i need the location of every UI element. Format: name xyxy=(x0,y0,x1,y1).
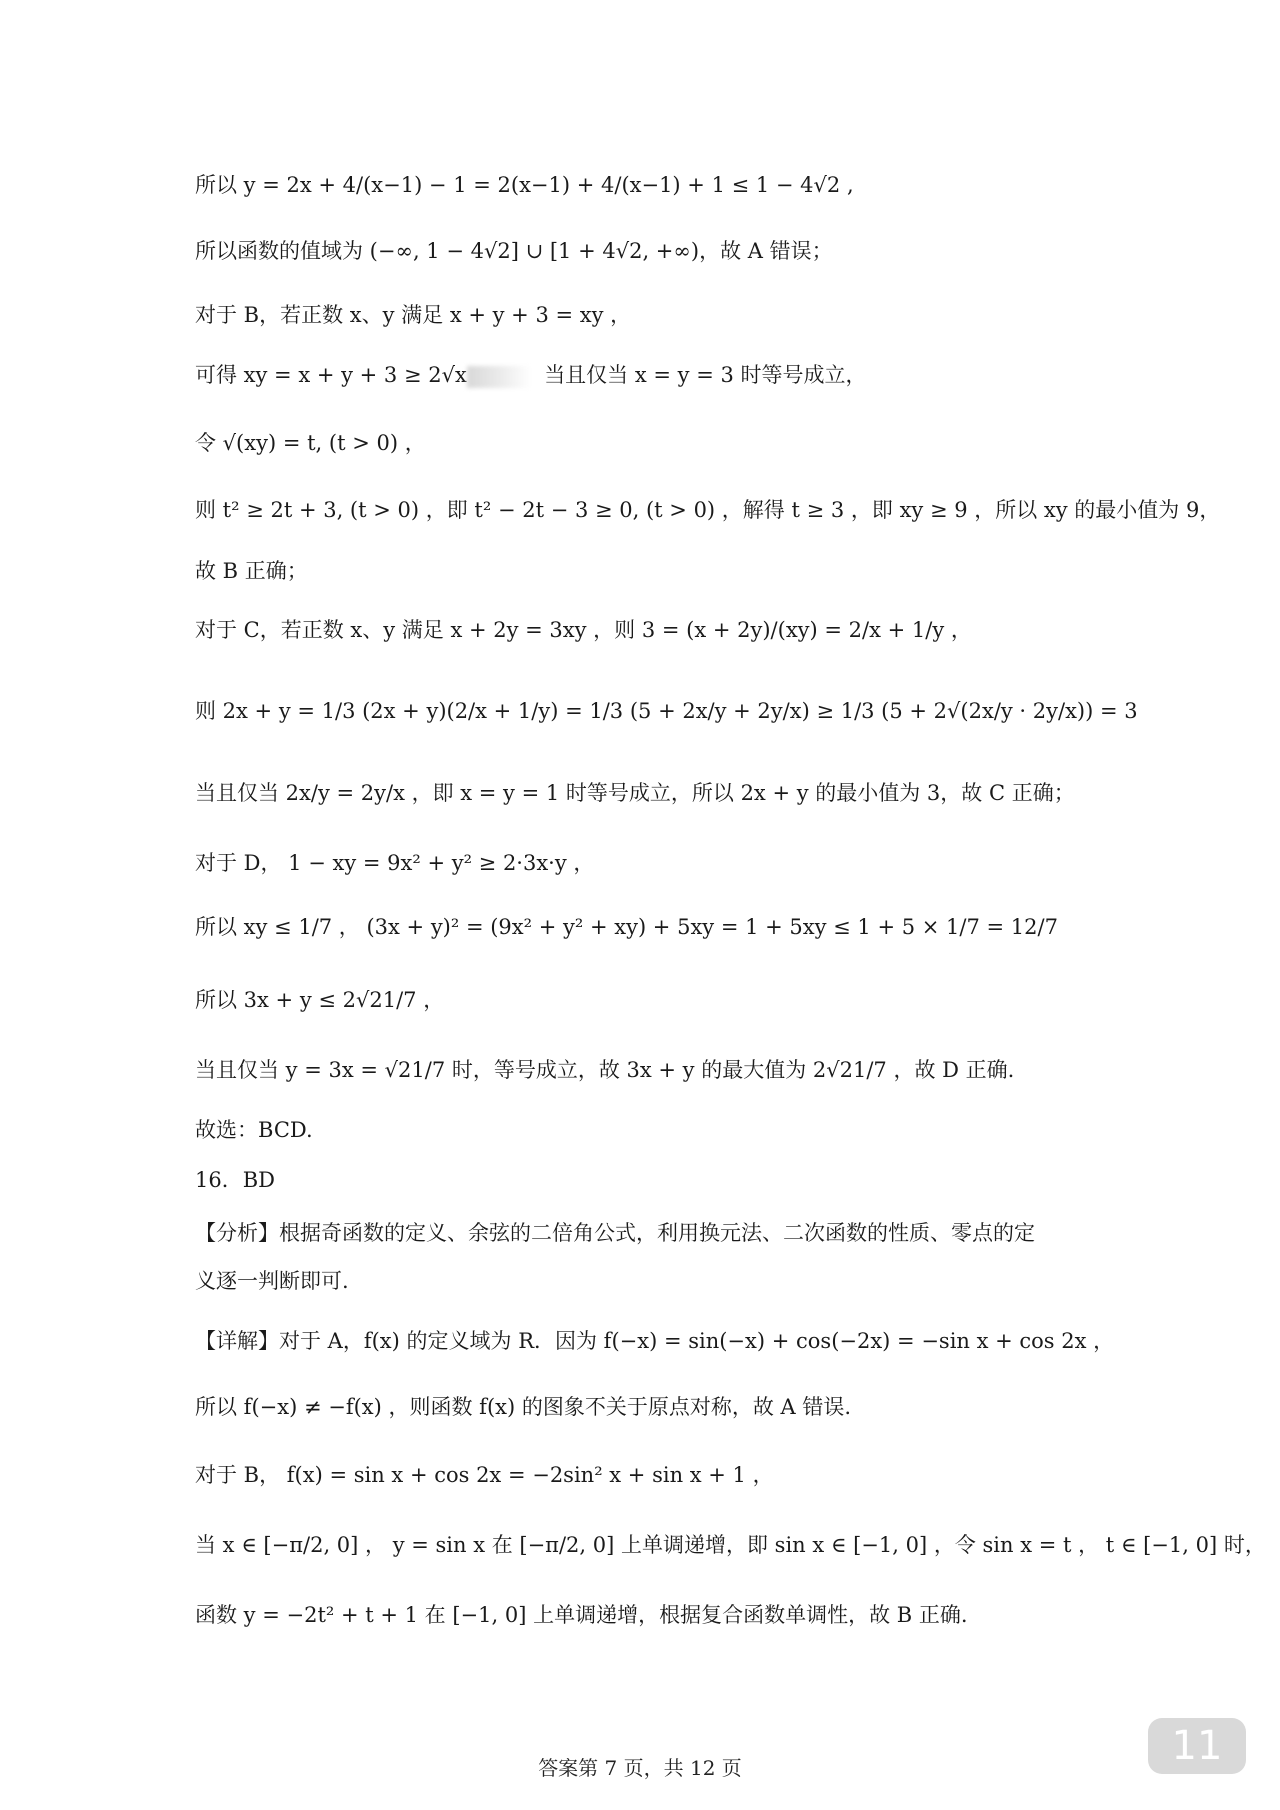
text-line: 义逐一判断即可. xyxy=(195,1269,349,1293)
text-line: 则 2x + y = 1/3 (2x + y)(2/x + 1/y) = 1/3 (5 + 2x/y + 2y/x) ≥ 1/3 (5 + 2√(2x/y · 2y/x)) = 3 xyxy=(195,699,1138,723)
text-line: 故 B 正确； xyxy=(195,559,308,583)
text-line: 故选：BCD. xyxy=(195,1118,313,1142)
text-line xyxy=(195,360,1115,390)
question-number: 16．BD xyxy=(195,1168,275,1192)
page-footer: 答案第 7 页，共 12 页 xyxy=(538,1756,742,1780)
text-line: 当且仅当 y = 3x = √21/7 时，等号成立，故 3x + y 的最大值为 2√21/7 ，故 D 正确. xyxy=(195,1058,1015,1082)
text-line: 所以函数的值域为 (−∞, 1 − 4√2] ∪ [1 + 4√2, +∞)，故 A 错误； xyxy=(195,239,833,263)
text-line: 对于 D， 1 − xy = 9x² + y² ≥ 2·3x·y ， xyxy=(195,851,595,875)
text-line: 所以 3x + y ≤ 2√21/7 ， xyxy=(195,988,445,1012)
text-line: 【详解】对于 A，f(x) 的定义域为 R．因为 f(−x) = sin(−x) + cos(−2x) = −sin x + cos 2x ， xyxy=(195,1329,1115,1353)
blurred-region xyxy=(467,366,531,388)
text-line: 【分析】根据奇函数的定义、余弦的二倍角公式，利用换元法、二次函数的性质、零点的定 xyxy=(195,1221,1035,1245)
text-line: 所以 y = 2x + 4/(x−1) − 1 = 2(x−1) + 4/(x−1) + 1 ≤ 1 − 4√2 , xyxy=(195,173,854,197)
text-fragment: 当且仅当 x = y = 3 时等号成立， xyxy=(544,363,867,387)
text-line: 所以 xy ≤ 1/7 ， (3x + y)² = (9x² + y² + xy) + 5xy = 1 + 5xy ≤ 1 + 5 × 1/7 = 12/7 xyxy=(195,915,1058,939)
text-line: 函数 y = −2t² + t + 1 在 [−1, 0] 上单调递增，根据复合函数单调性，故 B 正确. xyxy=(195,1603,968,1627)
text-line: 则 t² ≥ 2t + 3, (t > 0) ，即 t² − 2t − 3 ≥ 0, (t > 0) ，解得 t ≥ 3 ，即 xy ≥ 9 ，所以 xy 的最小值为 9， xyxy=(195,498,1221,522)
page-number-badge: 11 xyxy=(1148,1718,1246,1774)
text-line: 所以 f(−x) ≠ −f(x) ，则函数 f(x) 的图象不关于原点对称，故 A 错误. xyxy=(195,1395,852,1419)
text-line: 当 x ∈ [−π/2, 0] ， y = sin x 在 [−π/2, 0] 上单调递增，即 sin x ∈ [−1, 0] ，令 sin x = t ， t ∈ [−1, 0] 时， xyxy=(195,1533,1266,1557)
text-line: 令 √(xy) = t, (t > 0) ， xyxy=(195,431,426,455)
text-line: 对于 B， f(x) = sin x + cos 2x = −2sin² x + sin x + 1 ， xyxy=(195,1463,774,1487)
text-line: 当且仅当 2x/y = 2y/x ，即 x = y = 1 时等号成立，所以 2x + y 的最小值为 3，故 C 正确； xyxy=(195,781,1075,805)
text-line: 对于 C，若正数 x、y 满足 x + 2y = 3xy ，则 3 = (x + 2y)/(xy) = 2/x + 1/y ， xyxy=(195,618,972,642)
text-line: 对于 B，若正数 x、y 满足 x + y + 3 = xy ， xyxy=(195,303,632,327)
text-fragment: 可得 xy = x + y + 3 ≥ 2√x xyxy=(195,363,467,387)
